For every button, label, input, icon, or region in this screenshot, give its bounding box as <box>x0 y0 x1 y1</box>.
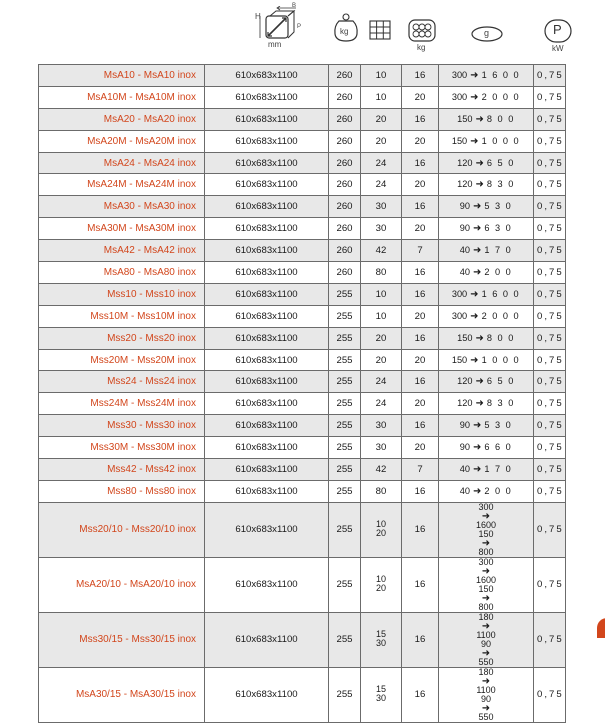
speed-range <box>439 437 534 459</box>
dimensions-value: 610x683x1100 <box>205 86 329 108</box>
speed-min: 120 <box>457 157 473 168</box>
dimensions-value: 610x683x1100 <box>205 349 329 371</box>
capacity-value: 16 <box>402 371 439 393</box>
speed-max: 8 0 0 <box>486 113 515 124</box>
dimensions-value: 610x683x1100 <box>205 130 329 152</box>
speed-range <box>439 196 534 218</box>
dimensions-value: 610x683x1100 <box>205 196 329 218</box>
speed-min: 90 <box>459 442 470 453</box>
table-row <box>39 305 566 327</box>
speed-range <box>439 65 534 87</box>
speed-min: 150 <box>457 113 473 124</box>
power-value: 0,75 <box>534 305 566 327</box>
speed-min: 90 <box>459 223 470 234</box>
capacity-value: 16 <box>402 502 439 557</box>
model-name: Mss24M - Mss24M inox <box>39 393 205 415</box>
arrow-right-icon: ➜ <box>481 565 491 577</box>
capacity-value: 20 <box>402 86 439 108</box>
model-name: MsA30M - MsA30M inox <box>39 218 205 240</box>
speed-range <box>439 349 534 371</box>
quantity-value <box>361 557 402 612</box>
quantity-value-2: 30 <box>375 638 386 649</box>
capacity-value: 20 <box>402 174 439 196</box>
speed-range <box>439 459 534 481</box>
weight-value: 260 <box>329 65 361 87</box>
quantity-value: 20 <box>361 130 402 152</box>
model-name: MsA42 - MsA42 inox <box>39 240 205 262</box>
arrow-right-icon: ➜ <box>481 537 491 549</box>
dimensions-value: 610x683x1100 <box>205 667 329 722</box>
arrow-right-icon: ➜ <box>472 266 482 278</box>
arrow-right-icon: ➜ <box>475 398 484 410</box>
quantity-value-2: 20 <box>375 528 386 539</box>
capacity-value: 16 <box>402 327 439 349</box>
dimensions-value: 610x683x1100 <box>205 437 329 459</box>
dim-label-h: H <box>255 12 261 21</box>
table-row <box>39 415 566 437</box>
speed-max: 2 0 0 0 <box>481 310 521 321</box>
model-name: MsA24M - MsA24M inox <box>39 174 205 196</box>
speed-range <box>439 557 534 612</box>
weight-value: 255 <box>329 327 361 349</box>
table-row <box>39 152 566 174</box>
table-row <box>39 459 566 481</box>
model-name: Mss30 - Mss30 inox <box>39 415 205 437</box>
capacity-value: 16 <box>402 108 439 130</box>
model-name: Mss42 - Mss42 inox <box>39 459 205 481</box>
capacity-value: 16 <box>402 152 439 174</box>
dimensions-value: 610x683x1100 <box>205 502 329 557</box>
arrow-right-icon: ➜ <box>475 157 484 169</box>
arrow-right-icon: ➜ <box>470 135 479 147</box>
weight-value: 260 <box>329 262 361 284</box>
speed-max-1: 1100 <box>476 684 496 695</box>
weight-value: 260 <box>329 152 361 174</box>
capacity-value: 16 <box>402 196 439 218</box>
power-value: 0,75 <box>534 349 566 371</box>
quantity-value-1: 10 <box>375 519 386 530</box>
capacity-value: 16 <box>402 557 439 612</box>
arrow-right-icon: ➜ <box>475 332 484 344</box>
speed-range <box>439 86 534 108</box>
table-row <box>39 196 566 218</box>
model-name: MsA30/15 - MsA30/15 inox <box>39 667 205 722</box>
arrow-right-icon: ➜ <box>472 201 482 213</box>
speed-min-2: 150 <box>478 583 494 594</box>
speed-range <box>439 218 534 240</box>
speed-max: 1 7 0 <box>484 463 513 474</box>
quantity-value: 30 <box>361 415 402 437</box>
table-row <box>39 502 566 557</box>
speed-min-1: 180 <box>478 667 494 677</box>
model-name: MsA10 - MsA10 inox <box>39 65 205 87</box>
weight-value: 255 <box>329 283 361 305</box>
arrow-right-icon: ➜ <box>472 245 482 257</box>
power-value: 0,75 <box>534 480 566 502</box>
weight-value: 255 <box>329 667 361 722</box>
power-value: 0,75 <box>534 240 566 262</box>
quantity-value: 42 <box>361 240 402 262</box>
speed-min-1: 180 <box>478 612 494 622</box>
dimensions-value: 610x683x1100 <box>205 262 329 284</box>
capacity-value: 16 <box>402 480 439 502</box>
speed-range <box>439 174 534 196</box>
power-value: 0,75 <box>534 130 566 152</box>
model-name: Mss24 - Mss24 inox <box>39 371 205 393</box>
table-row <box>39 240 566 262</box>
quantity-value: 24 <box>361 393 402 415</box>
power-value: 0,75 <box>534 283 566 305</box>
speed-min: 300 <box>451 69 468 80</box>
model-name: Mss30M - Mss30M inox <box>39 437 205 459</box>
speed-min: 120 <box>457 398 473 409</box>
dimensions-value: 610x683x1100 <box>205 371 329 393</box>
speed-range <box>439 371 534 393</box>
speed-max: 1 0 0 0 <box>481 135 521 146</box>
power-value: 0,75 <box>534 502 566 557</box>
speed-min: 150 <box>451 354 468 365</box>
weight-value: 255 <box>329 349 361 371</box>
quantity-value: 10 <box>361 86 402 108</box>
power-value: 0,75 <box>534 108 566 130</box>
speed-max-2: 800 <box>478 601 494 612</box>
weight-value: 255 <box>329 305 361 327</box>
capacity-value: 16 <box>402 667 439 722</box>
weight-value: 255 <box>329 415 361 437</box>
arrow-right-icon: ➜ <box>472 442 482 454</box>
speed-max-1: 1100 <box>476 629 496 640</box>
arrow-right-icon: ➜ <box>475 376 484 388</box>
table-row <box>39 612 566 667</box>
weight-value: 260 <box>329 174 361 196</box>
quantity-value: 42 <box>361 459 402 481</box>
quantity-value <box>361 667 402 722</box>
speed-range <box>439 327 534 349</box>
speed-range <box>439 240 534 262</box>
weight-value: 260 <box>329 86 361 108</box>
weight-value: 255 <box>329 371 361 393</box>
quantity-value: 30 <box>361 437 402 459</box>
quantity-value-1: 10 <box>375 574 386 585</box>
speed-range <box>439 480 534 502</box>
capacity-value: 20 <box>402 437 439 459</box>
capacity-unit-label: kg <box>417 43 426 52</box>
weight-value: 260 <box>329 108 361 130</box>
speed-max-2: 800 <box>478 546 494 557</box>
quantity-value: 24 <box>361 174 402 196</box>
speed-min: 300 <box>451 288 468 299</box>
speed-range <box>439 152 534 174</box>
model-name: Mss10M - Mss10M inox <box>39 305 205 327</box>
table-body <box>39 65 566 723</box>
power-value: 0,75 <box>534 415 566 437</box>
arrow-right-icon: ➜ <box>470 354 479 366</box>
dimensions-value: 610x683x1100 <box>205 108 329 130</box>
table-header-icons <box>0 0 605 64</box>
arrow-right-icon: ➜ <box>470 288 479 300</box>
quantity-value-2: 30 <box>375 693 386 704</box>
table-row <box>39 262 566 284</box>
weight-value: 255 <box>329 502 361 557</box>
speed-max: 1 0 0 0 <box>481 354 521 365</box>
model-name: Mss20/10 - Mss20/10 inox <box>39 502 205 557</box>
speed-min-2: 150 <box>478 528 494 539</box>
speed-range <box>439 393 534 415</box>
quantity-value: 30 <box>361 196 402 218</box>
speed-range <box>439 667 534 722</box>
weight-value: 260 <box>329 218 361 240</box>
weight-value: 255 <box>329 393 361 415</box>
speed-range <box>439 305 534 327</box>
quantity-value-1: 15 <box>375 684 386 695</box>
capacity-value: 20 <box>402 349 439 371</box>
table-row <box>39 108 566 130</box>
arrow-right-icon: ➜ <box>472 223 482 235</box>
quantity-value <box>361 612 402 667</box>
dimensions-value: 610x683x1100 <box>205 240 329 262</box>
speed-max: 8 0 0 <box>486 332 515 343</box>
power-value: 0,75 <box>534 557 566 612</box>
dimensions-value: 610x683x1100 <box>205 218 329 240</box>
arrow-right-icon: ➜ <box>475 113 484 125</box>
power-value: 0,75 <box>534 371 566 393</box>
speed-min: 90 <box>459 420 470 431</box>
arrow-right-icon: ➜ <box>472 420 482 432</box>
speed-max: 8 3 0 <box>486 179 515 190</box>
speed-min: 90 <box>459 201 470 212</box>
speed-max-1: 1600 <box>475 574 497 585</box>
arrow-right-icon: ➜ <box>475 179 484 191</box>
quantity-value-1: 15 <box>375 629 386 640</box>
speed-max: 8 3 0 <box>486 398 515 409</box>
model-name: Mss30/15 - Mss30/15 inox <box>39 612 205 667</box>
table-row <box>39 667 566 722</box>
capacity-value: 16 <box>402 612 439 667</box>
power-value: 0,75 <box>534 327 566 349</box>
speed-range <box>439 130 534 152</box>
speed-max: 5 3 0 <box>484 420 513 431</box>
dimensions-value: 610x683x1100 <box>205 283 329 305</box>
speed-max: 5 3 0 <box>484 201 513 212</box>
capacity-value: 20 <box>402 130 439 152</box>
weight-value: 260 <box>329 240 361 262</box>
speed-max: 2 0 0 0 <box>481 91 521 102</box>
arrow-right-icon: ➜ <box>470 69 479 81</box>
dimensions-value: 610x683x1100 <box>205 305 329 327</box>
table-row <box>39 65 566 87</box>
power-value: 0,75 <box>534 393 566 415</box>
power-value: 0,75 <box>534 65 566 87</box>
speed-min: 150 <box>451 135 468 146</box>
weight-value: 255 <box>329 459 361 481</box>
table-row <box>39 130 566 152</box>
quantity-value <box>361 502 402 557</box>
weight-value: 255 <box>329 437 361 459</box>
dim-label-p: P <box>297 24 302 30</box>
capacity-value: 20 <box>402 305 439 327</box>
grid-icon <box>369 20 391 40</box>
speed-min: 40 <box>459 266 470 277</box>
machine-spec-table <box>38 64 566 723</box>
arrow-right-icon: ➜ <box>472 485 482 497</box>
model-name: MsA20/10 - MsA20/10 inox <box>39 557 205 612</box>
table-row <box>39 393 566 415</box>
speed-max: 1 7 0 <box>484 245 513 256</box>
quantity-value: 80 <box>361 480 402 502</box>
table-row <box>39 283 566 305</box>
dim-unit-label: mm <box>268 40 282 49</box>
speed-max: 2 0 0 <box>484 266 513 277</box>
dimensions-value: 610x683x1100 <box>205 65 329 87</box>
quantity-value: 24 <box>361 371 402 393</box>
quantity-value: 10 <box>361 305 402 327</box>
model-name: MsA20M - MsA20M inox <box>39 130 205 152</box>
table-row <box>39 349 566 371</box>
weight-value: 255 <box>329 557 361 612</box>
capacity-bag-icon <box>407 17 437 43</box>
speed-max: 2 0 0 <box>484 485 513 496</box>
dimensions-value: 610x683x1100 <box>205 612 329 667</box>
capacity-value: 20 <box>402 393 439 415</box>
table-row <box>39 371 566 393</box>
table-row <box>39 437 566 459</box>
weight-value: 260 <box>329 130 361 152</box>
power-label: P <box>553 22 562 37</box>
power-value: 0,75 <box>534 262 566 284</box>
quantity-value: 80 <box>361 262 402 284</box>
capacity-value: 7 <box>402 240 439 262</box>
model-name: MsA24 - MsA24 inox <box>39 152 205 174</box>
weight-value: 255 <box>329 480 361 502</box>
speed-max: 6 3 0 <box>484 223 513 234</box>
model-name: MsA30 - MsA30 inox <box>39 196 205 218</box>
quantity-value: 30 <box>361 218 402 240</box>
speed-min: 40 <box>459 245 470 256</box>
quantity-value: 20 <box>361 108 402 130</box>
capacity-value: 16 <box>402 65 439 87</box>
speed-min-1: 300 <box>478 502 494 512</box>
model-name: Mss20 - Mss20 inox <box>39 327 205 349</box>
speed-min: 300 <box>451 310 468 321</box>
dimensions-value: 610x683x1100 <box>205 393 329 415</box>
model-name: Mss10 - Mss10 inox <box>39 283 205 305</box>
power-value: 0,75 <box>534 196 566 218</box>
table-row <box>39 480 566 502</box>
dimensions-value: 610x683x1100 <box>205 174 329 196</box>
weight-value: 255 <box>329 612 361 667</box>
speed-max: 6 5 0 <box>486 376 515 387</box>
arrow-right-icon: ➜ <box>470 91 479 103</box>
dimensions-value: 610x683x1100 <box>205 480 329 502</box>
speed-range <box>439 415 534 437</box>
model-name: MsA10M - MsA10M inox <box>39 86 205 108</box>
speed-max: 6 6 0 <box>484 442 513 453</box>
weight-label: kg <box>340 27 349 36</box>
dimensions-value: 610x683x1100 <box>205 327 329 349</box>
table-row <box>39 218 566 240</box>
quantity-value: 24 <box>361 152 402 174</box>
speed-max: 1 6 0 0 <box>481 288 521 299</box>
speed-range <box>439 262 534 284</box>
speed-max: 1 6 0 0 <box>481 69 521 80</box>
arrow-right-icon: ➜ <box>481 702 491 714</box>
power-value: 0,75 <box>534 152 566 174</box>
speed-max-2: 550 <box>478 711 494 722</box>
speed-min-1: 300 <box>478 557 494 567</box>
speed-range <box>439 612 534 667</box>
speed-max: 6 5 0 <box>486 157 515 168</box>
speed-min: 40 <box>459 463 470 474</box>
quantity-value: 20 <box>361 349 402 371</box>
table-row <box>39 86 566 108</box>
capacity-value: 16 <box>402 283 439 305</box>
model-name: MsA20 - MsA20 inox <box>39 108 205 130</box>
arrow-right-icon: ➜ <box>481 675 491 687</box>
dim-label-b: B <box>292 3 297 9</box>
power-value: 0,75 <box>534 174 566 196</box>
model-name: MsA80 - MsA80 inox <box>39 262 205 284</box>
table-row <box>39 174 566 196</box>
table-row <box>39 557 566 612</box>
speed-max-1: 1600 <box>475 519 497 530</box>
speed-g-label: g <box>484 28 490 38</box>
dimensions-value: 610x683x1100 <box>205 415 329 437</box>
power-value: 0,75 <box>534 86 566 108</box>
quantity-value-2: 20 <box>375 583 386 594</box>
speed-max-2: 550 <box>478 656 494 667</box>
speed-min: 300 <box>451 91 468 102</box>
arrow-right-icon: ➜ <box>472 463 482 475</box>
page-corner-tab <box>597 618 605 638</box>
arrow-right-icon: ➜ <box>481 592 491 604</box>
speed-min-2: 90 <box>480 693 491 704</box>
capacity-value: 7 <box>402 459 439 481</box>
quantity-value: 20 <box>361 327 402 349</box>
weight-value: 260 <box>329 196 361 218</box>
power-value: 0,75 <box>534 218 566 240</box>
dimensions-value: 610x683x1100 <box>205 557 329 612</box>
arrow-right-icon: ➜ <box>481 647 491 659</box>
arrow-right-icon: ➜ <box>481 620 491 632</box>
model-name: Mss20M - Mss20M inox <box>39 349 205 371</box>
dimensions-value: 610x683x1100 <box>205 459 329 481</box>
capacity-value: 20 <box>402 218 439 240</box>
power-value: 0,75 <box>534 612 566 667</box>
speed-min: 120 <box>457 376 473 387</box>
speed-min: 40 <box>459 485 470 496</box>
quantity-value: 10 <box>361 65 402 87</box>
speed-range <box>439 502 534 557</box>
model-name: Mss80 - Mss80 inox <box>39 480 205 502</box>
speed-range <box>439 108 534 130</box>
speed-min: 150 <box>457 332 473 343</box>
capacity-value: 16 <box>402 415 439 437</box>
arrow-right-icon: ➜ <box>481 510 491 522</box>
speed-range <box>439 283 534 305</box>
power-unit-label: kW <box>552 44 564 53</box>
power-value: 0,75 <box>534 667 566 722</box>
quantity-value: 10 <box>361 283 402 305</box>
speed-min: 120 <box>457 179 473 190</box>
table-row <box>39 327 566 349</box>
power-value: 0,75 <box>534 459 566 481</box>
dimensions-value: 610x683x1100 <box>205 152 329 174</box>
arrow-right-icon: ➜ <box>470 310 479 322</box>
speed-min-2: 90 <box>480 638 491 649</box>
capacity-value: 16 <box>402 262 439 284</box>
power-value: 0,75 <box>534 437 566 459</box>
